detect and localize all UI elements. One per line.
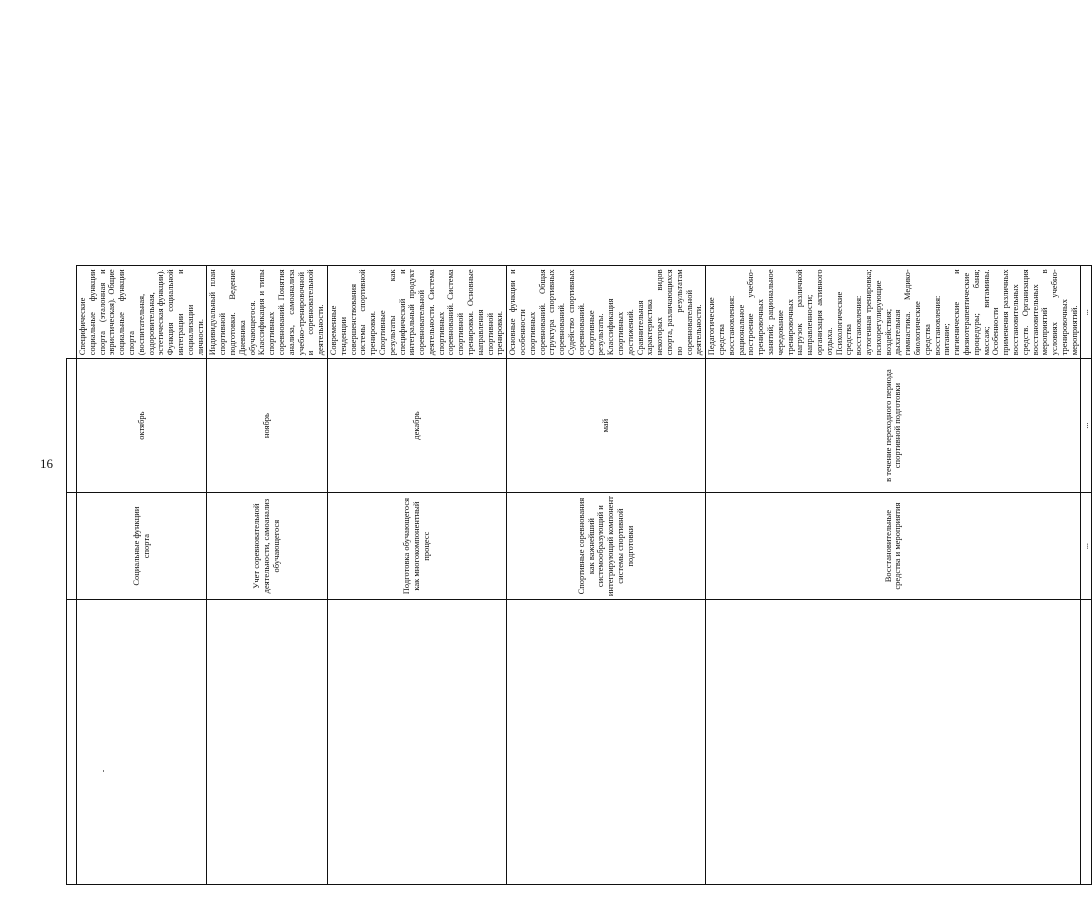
table-row	[67, 31, 77, 885]
table-cell	[507, 600, 706, 885]
topic-cell: Подготовка обучающегося как многокомпонентный процесс	[327, 492, 506, 599]
content-cell: Основные функции и особенности спортивных соревнований. Общая структура спортивных соревнований. Судейство спортивных соревнований. Спортивные результаты. Классификация спортивных достижений. Сравнительная характеристика некоторых видов спорта, различающихся по результатам соревновательной деятельности.	[507, 266, 706, 359]
topic-cell: Спортивные соревнования как важнейший системообразующий и интегрирующий компонент системы спортивной подготовки	[507, 492, 706, 599]
table-row	[207, 31, 328, 885]
content-cell: Индивидуальный план спортивной подготовки. Ведение Дневника обучающегося. Классификация и типы спортивных соревнований. Понятия анализа, самоанализа учебно-тренировочной и соревновательной деятельности.	[207, 266, 328, 359]
topic-cell: Социальные функции спорта	[77, 492, 207, 599]
table-cell	[327, 600, 506, 885]
month-cell: октябрь	[77, 359, 207, 493]
table-cell	[67, 600, 77, 885]
table-row	[507, 31, 706, 885]
month-cell: в течение переходного периода спортивной подготовки	[706, 359, 1081, 493]
month-cell: май	[507, 359, 706, 493]
month-cell: ноябрь	[207, 359, 328, 493]
table-row	[1081, 31, 1092, 885]
rotated-page-region	[66, 30, 1091, 885]
table-cell	[67, 492, 77, 599]
curriculum-table	[66, 30, 1091, 885]
table-cell	[706, 600, 1081, 885]
month-cell: декабрь	[327, 359, 506, 493]
page-number: 16	[40, 456, 53, 471]
table-row	[327, 31, 506, 885]
table-row	[706, 31, 1081, 885]
continuation-mark: ...	[1081, 359, 1092, 493]
content-cell: Современные тенденции совершенствования системы спортивной тренировки. Спортивные результаты как специфический и интегральный продукт соревновательной деятельности. Система спортивных соревнований. Система спортивной тренировки. Основные направления спортивной тренировки.	[327, 266, 506, 359]
topics-table	[66, 30, 1092, 885]
continuation-mark: ...	[1081, 492, 1092, 599]
table-cell	[1081, 600, 1092, 885]
content-cell: Педагогические средства восстановления: рациональное построение учебно-тренировочных занятий; рациональное чередование тренировочных нагрузок различной направленности; организация активного отдыха. Психологические средства восстановления: аутогенная тренировка; психорегулирующие воздействия; дыхательная гимнастика. Медико-биологические средства восстановления: питание; гигиенические и физиотерапевтические процедуры; баня; массаж; витамины. Особенности применения различных восстановительных средств. Организация восстановительных мероприятий в условиях учебно-тренировочных мероприятий.	[706, 266, 1081, 359]
table-row	[77, 31, 207, 885]
table-cell	[207, 600, 328, 885]
table-cell	[77, 600, 207, 885]
table-cell	[67, 359, 77, 493]
continuation-mark: ...	[1081, 266, 1092, 359]
topic-cell: Восстановительные средства и мероприятия	[706, 492, 1081, 599]
content-cell: Специфические социальные функции спорта (эталонная и эвристическая). Общие социальные функции спорта (воспитательная, оздоровительная, эстетическая функции). Функция социальной интеграции и социализации личности.	[77, 266, 207, 359]
topic-cell: Учет соревновательной деятельности, самоанализ обучающегося	[207, 492, 328, 599]
